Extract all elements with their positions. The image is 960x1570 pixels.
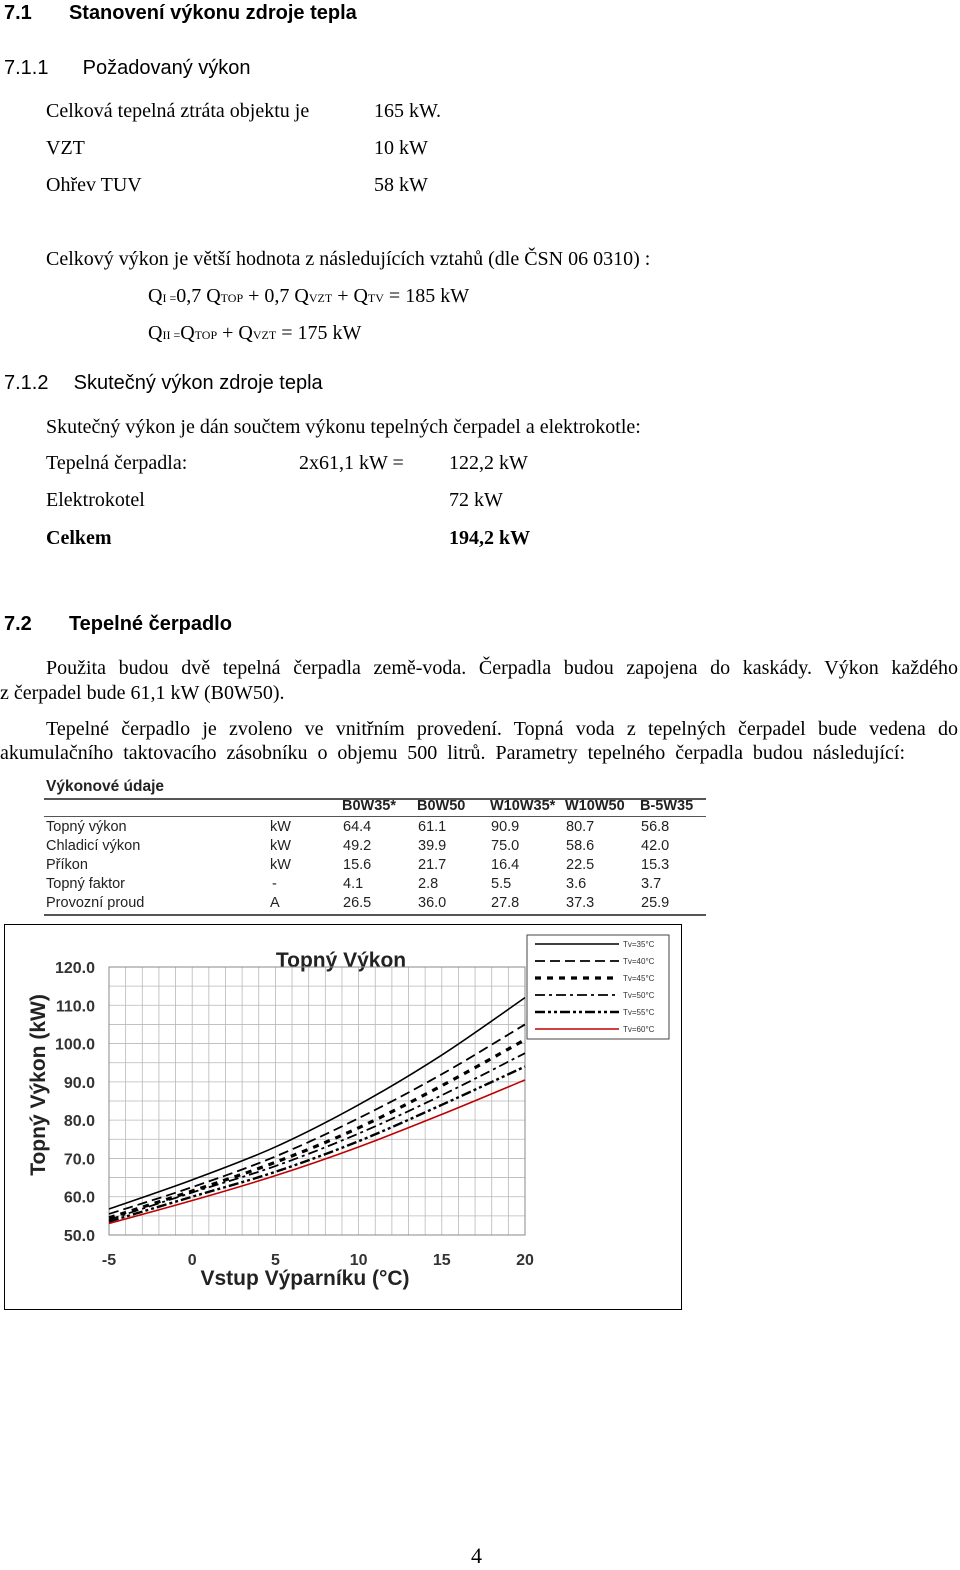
table-cell: 42.0 [641,838,670,854]
y-tick-label: 80.0 [63,1113,95,1131]
power-label: Tepelná čerpadla: [46,452,188,474]
x-axis-label: Vstup Výparníku (°C) [200,1267,410,1290]
table-cell: 61.1 [418,819,447,835]
table-cell: 5.5 [491,876,512,892]
performance-table [44,772,708,918]
formula-qii: QII =QTOP + QVZT = 175 kW [148,322,362,344]
requirement-label: Celková tepelná ztráta objektu je [46,100,310,122]
y-axis-label: Topný Výkon (kW) [27,994,50,1176]
table-cell: 37.3 [566,895,595,911]
table-cell: 49.2 [343,838,372,854]
table-row-label: Chladicí výkon [46,838,141,854]
paragraph-line: akumulačního taktovacího zásobníku o objemu 500 litrů. Parametry tepelného čerpadla budou následující: [0,742,905,764]
requirement-value: 58 kW [374,174,428,196]
requirement-label: VZT [46,137,85,159]
series-line [109,1040,525,1218]
table-cell: 22.5 [566,857,595,873]
legend-label: Tv=55°C [623,1008,655,1017]
table-cell: 64.4 [343,819,372,835]
x-tick-label: 15 [432,1252,451,1269]
legend-label: Tv=35°C [623,940,655,949]
paragraph-line: Použita budou dvě tepelná čerpadla země-voda. Čerpadla budou zapojena do kaskády. Výkon každého [46,657,958,679]
power-value: 122,2 kW [449,452,528,474]
heating-power-chart [4,924,682,1310]
paragraph-line: Tepelné čerpadlo je zvoleno ve vnitřním provedení. Topná voda z tepelných čerpadel bude vedena do [46,718,958,740]
table-row-unit: kW [270,819,291,835]
subsection-number: 7.1.2 [4,372,49,394]
table-row-label: Provozní proud [46,895,145,911]
x-tick-label: 0 [187,1252,197,1269]
chart-lines [109,998,525,1224]
table-cell: 80.7 [566,819,595,835]
legend-label: Tv=50°C [623,991,655,1000]
table-cell: 3.6 [566,876,587,892]
power-value: 72 kW [449,489,503,511]
chart-title: Topný Výkon [275,949,407,972]
subsection-heading-7-1-1 [4,57,251,80]
requirement-label: Ohřev TUV [46,174,142,196]
requirement-value: 10 kW [374,137,428,159]
x-tick-label: 20 [516,1252,534,1269]
legend-label: Tv=45°C [623,974,655,983]
power-total-label: Celkem [46,527,112,549]
section-heading-7-1 [4,2,357,25]
section-heading-7-2 [4,613,232,636]
x-tick-label: 5 [270,1252,280,1269]
subsection-number: 7.1.1 [4,57,49,79]
y-tick-label: 50.0 [63,1228,95,1245]
section-number: 7.2 [4,613,32,635]
table-cell: 15.6 [343,857,372,873]
y-tick-label: 90.0 [63,1074,95,1092]
x-tick-label: -5 [101,1252,117,1269]
y-tick-label: 110.0 [55,998,95,1016]
actual-power-intro: Skutečný výkon je dán součtem výkonu tepelných čerpadel a elektrokotle: [46,416,641,438]
table-cell: 27.8 [491,895,520,911]
column-header: W10W50 [565,798,625,814]
table-cell: 2.8 [418,876,439,892]
power-label: Elektrokotel [46,489,145,511]
chart-ticks [55,960,534,1269]
power-total-value: 194,2 kW [449,527,531,549]
table-cell: 75.0 [491,838,520,854]
table-cell: 26.5 [343,895,372,911]
table-cell: 56.8 [641,819,670,835]
requirement-value: 165 kW. [374,100,442,122]
section-number: 7.1 [4,2,32,24]
page-number: 4 [471,1543,482,1568]
legend-box [527,935,669,1039]
column-header: B0W50 [417,798,466,814]
x-tick-label: 10 [349,1252,368,1269]
table-title: Výkonové údaje [46,778,165,795]
formula-intro: Celkový výkon je větší hodnota z následujících vztahů (dle ČSN 06 0310) : [46,248,651,270]
series-line [109,1024,525,1214]
table-cell: 39.9 [418,838,447,854]
table-cell: 36.0 [418,895,447,911]
y-tick-label: 100.0 [54,1036,95,1054]
table-row-unit: kW [270,838,291,854]
table-cell: 16.4 [491,857,520,873]
chart-svg [5,925,680,1308]
table-rule [44,914,706,916]
table-cell: 21.7 [418,857,447,873]
table-row-label: Příkon [46,857,88,873]
subsection-title: Skutečný výkon zdroje tepla [73,372,323,394]
subsection-heading-7-1-2 [4,372,323,395]
formula-qi: QI =0,7 QTOP + 0,7 QVZT + QTV = 185 kW [148,285,470,307]
table-cell: 15.3 [641,857,670,873]
table-cell: 58.6 [566,838,595,854]
table-row-unit: kW [270,857,291,873]
section-title: Tepelné čerpadlo [68,613,232,635]
table-cell: 4.1 [343,876,364,892]
table-row-unit: - [272,876,277,892]
legend-label: Tv=40°C [623,957,655,966]
table-rule [44,816,706,817]
table-cell: 25.9 [641,895,670,911]
column-header: B-5W35 [640,798,694,814]
legend-label: Tv=60°C [623,1025,655,1034]
table-cell: 3.7 [641,876,662,892]
y-tick-label: 60.0 [63,1189,95,1207]
table-cell: 90.9 [491,819,520,835]
table-row-label: Topný výkon [46,819,127,835]
table-row-unit: A [270,895,280,911]
paragraph-line: z čerpadel bude 61,1 kW (B0W50). [0,682,285,704]
chart-legend [527,935,669,1039]
column-header: B0W35* [342,798,396,814]
y-tick-label: 70.0 [63,1151,95,1169]
power-calc: 2x61,1 kW = [299,452,404,474]
column-header: W10W35* [490,798,556,814]
table-row-label: Topný faktor [46,876,125,892]
y-tick-label: 120.0 [54,960,95,977]
subsection-title: Požadovaný výkon [82,57,251,79]
section-title: Stanovení výkonu zdroje tepla [68,2,357,24]
